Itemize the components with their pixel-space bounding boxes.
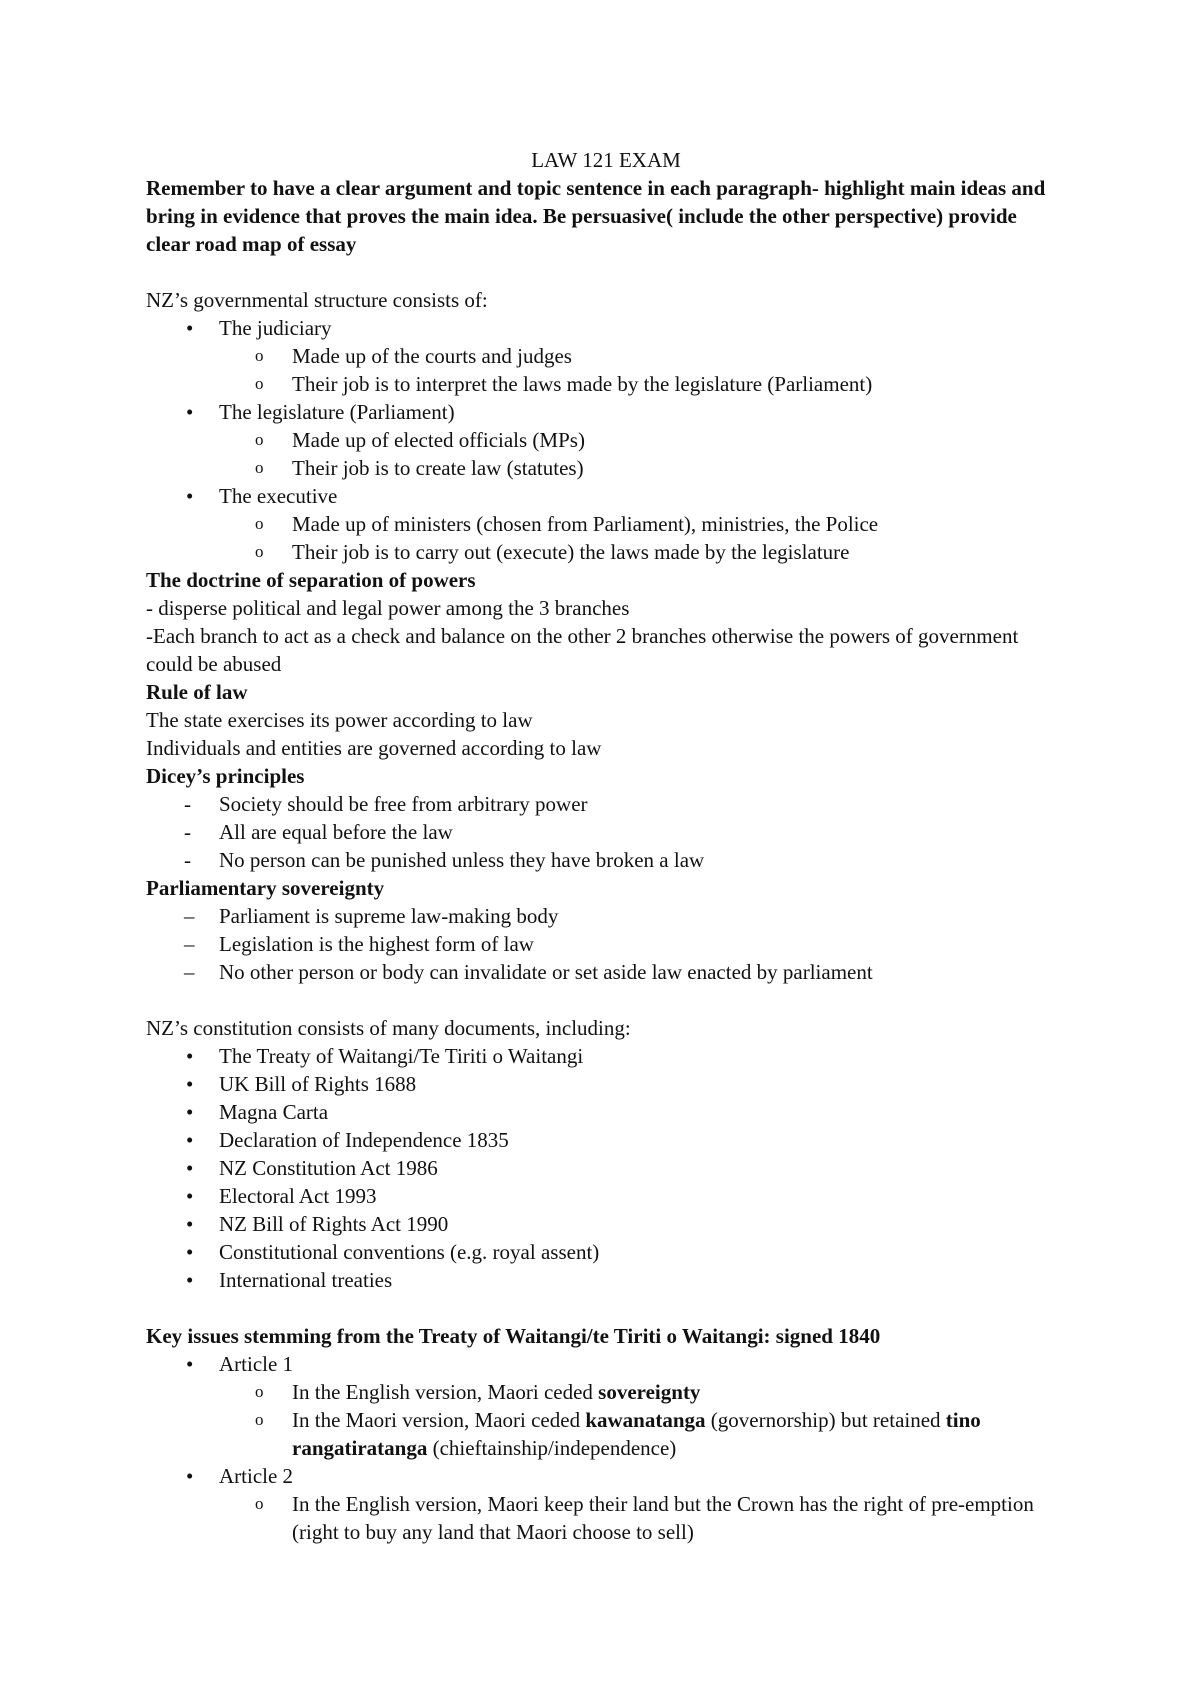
spacer <box>146 258 1066 286</box>
list-item: - No person can be punished unless they have broken a law <box>146 846 1066 874</box>
dash-bullet-icon <box>184 958 195 986</box>
circle-bullet-icon <box>255 426 275 454</box>
list-item: • Article 2 <box>146 1462 1066 1490</box>
list-item: • NZ Bill of Rights Act 1990 <box>146 1210 1066 1238</box>
bullet-icon <box>186 1154 206 1182</box>
bullet-icon <box>186 398 206 426</box>
list-item: o In the English version, Maori ceded sovereignty <box>146 1378 1066 1406</box>
sovereignty-heading: Parliamentary sovereignty <box>146 876 385 900</box>
list-item: o Their job is to interpret the laws made by the legislature (Parliament) <box>146 370 1066 398</box>
spacer <box>146 986 1066 1014</box>
dash-bullet-icon <box>184 790 191 818</box>
rule-of-law-heading: Rule of law <box>146 680 248 704</box>
intro-paragraph: Remember to have a clear argument and topic sentence in each paragraph- highlight main ideas and bring in evidence that proves the main idea. Be persuasive( include the other perspective) provide clear road map of essay <box>146 176 1046 256</box>
list-item: • UK Bill of Rights 1688 <box>146 1070 1066 1098</box>
list-item: • Article 1 <box>146 1350 1066 1378</box>
separation-line: - disperse political and legal power among the 3 branches <box>146 596 630 620</box>
bullet-icon <box>186 1126 206 1154</box>
list-item: o Made up of ministers (chosen from Parliament), ministries, the Police <box>146 510 1066 538</box>
circle-bullet-icon <box>255 370 275 398</box>
list-item: o In the English version, Maori keep their land but the Crown has the right of pre-emption (right to buy any land that Maori choose to sell) <box>146 1490 1066 1546</box>
bullet-icon <box>186 1238 206 1266</box>
dash-bullet-icon <box>184 818 191 846</box>
bullet-icon <box>186 1042 206 1070</box>
circle-bullet-icon <box>255 342 275 370</box>
bullet-icon <box>186 482 206 510</box>
structure-lead: NZ’s governmental structure consists of: <box>146 288 488 312</box>
circle-bullet-icon <box>255 1378 275 1406</box>
list-item: • The Treaty of Waitangi/Te Tiriti o Waitangi <box>146 1042 1066 1070</box>
treaty-heading: Key issues stemming from the Treaty of Waitangi/te Tiriti o Waitangi: signed 1840 <box>146 1324 881 1348</box>
bullet-icon <box>186 1210 206 1238</box>
list-item: – No other person or body can invalidate or set aside law enacted by parliament <box>146 958 1066 986</box>
list-item: • Constitutional conventions (e.g. royal assent) <box>146 1238 1066 1266</box>
separation-line: -Each branch to act as a check and balance on the other 2 branches otherwise the powers of government could be abused <box>146 624 1019 676</box>
list-item: - Society should be free from arbitrary power <box>146 790 1066 818</box>
bullet-icon <box>186 1098 206 1126</box>
structure-list <box>146 314 1066 566</box>
list-item: o Made up of the courts and judges <box>146 342 1066 370</box>
dicey-list <box>146 790 1066 874</box>
document-content <box>146 146 1066 1546</box>
list-item: o Their job is to carry out (execute) the laws made by the legislature <box>146 538 1066 566</box>
constitution-lead: NZ’s constitution consists of many documents, including: <box>146 1016 631 1040</box>
circle-bullet-icon <box>255 1490 275 1518</box>
bullet-icon <box>186 1266 206 1294</box>
bullet-icon <box>186 1182 206 1210</box>
circle-bullet-icon <box>255 538 275 566</box>
sovereignty-list <box>146 902 1066 986</box>
list-item: - All are equal before the law <box>146 818 1066 846</box>
dash-bullet-icon <box>184 846 191 874</box>
list-item: • Magna Carta <box>146 1098 1066 1126</box>
list-item: • Declaration of Independence 1835 <box>146 1126 1066 1154</box>
list-item: – Legislation is the highest form of law <box>146 930 1066 958</box>
list-item: – Parliament is supreme law-making body <box>146 902 1066 930</box>
list-item: o Their job is to create law (statutes) <box>146 454 1066 482</box>
list-item: o In the Maori version, Maori ceded kawanatanga (governorship) but retained tino rangatiratanga (chieftainship/independence) <box>146 1406 1066 1462</box>
list-item: • NZ Constitution Act 1986 <box>146 1154 1066 1182</box>
separation-heading: The doctrine of separation of powers <box>146 568 476 592</box>
dicey-heading: Dicey’s principles <box>146 764 305 788</box>
constitution-list <box>146 1042 1066 1294</box>
list-item: • The legislature (Parliament) <box>146 398 1066 426</box>
list-item: • International treaties <box>146 1266 1066 1294</box>
list-item: • The judiciary <box>146 314 1066 342</box>
circle-bullet-icon <box>255 1406 275 1434</box>
page-title: LAW 121 EXAM <box>531 148 681 172</box>
rule-of-law-line: The state exercises its power according to law <box>146 708 533 732</box>
list-item: • The executive <box>146 482 1066 510</box>
rule-of-law-line: Individuals and entities are governed according to law <box>146 736 602 760</box>
list-item: o Made up of elected officials (MPs) <box>146 426 1066 454</box>
bullet-icon <box>186 1350 206 1378</box>
bullet-icon <box>186 314 206 342</box>
dash-bullet-icon <box>184 930 195 958</box>
dash-bullet-icon <box>184 902 195 930</box>
circle-bullet-icon <box>255 510 275 538</box>
list-item: • Electoral Act 1993 <box>146 1182 1066 1210</box>
treaty-list <box>146 1350 1066 1546</box>
bullet-icon <box>186 1070 206 1098</box>
bullet-icon <box>186 1462 206 1490</box>
spacer <box>146 1294 1066 1322</box>
circle-bullet-icon <box>255 454 275 482</box>
